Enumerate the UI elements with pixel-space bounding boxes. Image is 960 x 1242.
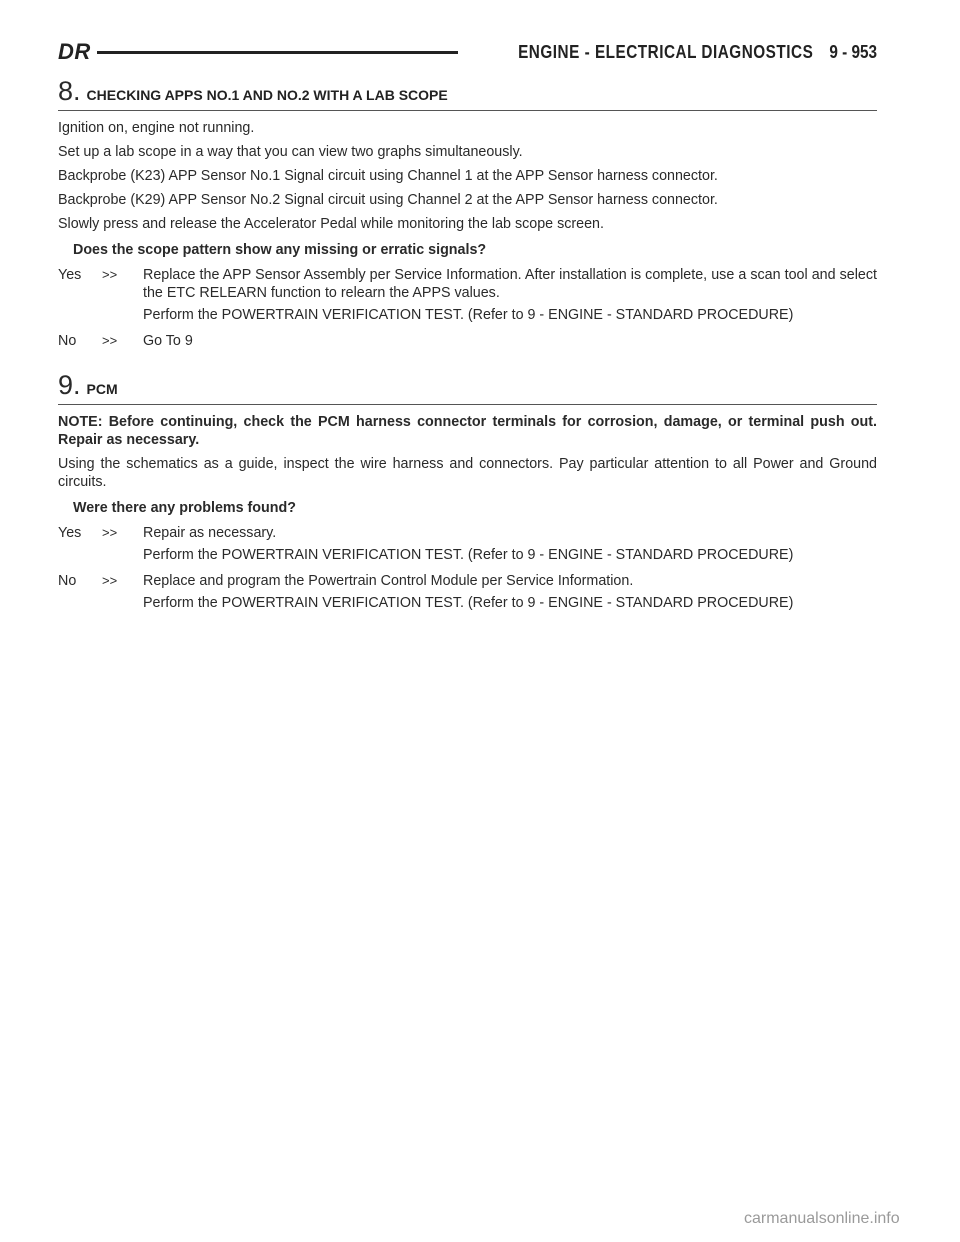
instruction: Backprobe (K23) APP Sensor No.1 Signal circuit using Channel 1 at the APP Sensor harness connector. (58, 168, 718, 184)
answer-no (58, 572, 877, 612)
answer-line: Repair as necessary. (143, 525, 277, 541)
answer-no (58, 332, 877, 350)
answer-body (143, 524, 877, 564)
answer-line: Perform the POWERTRAIN VERIFICATION TEST. (Refer to 9 - ENGINE - STANDARD PROCEDURE) (143, 547, 794, 563)
watermark: carmanualsonline.info (744, 1210, 900, 1227)
instruction: Ignition on, engine not running. (58, 120, 255, 136)
note: NOTE: Before continuing, check the PCM harness connector terminals for corrosion, damage, or terminal push out. Repair as necessary. (58, 414, 877, 448)
instruction: Slowly press and release the Accelerator Pedal while monitoring the lab scope screen. (58, 216, 604, 232)
answer-arrows: >> (102, 267, 118, 282)
step-title: PCM (86, 381, 118, 397)
step-question: Were there any problems found? (73, 500, 296, 516)
answer-body (143, 572, 877, 612)
header-rule (97, 51, 458, 54)
step-number: 8. (58, 76, 81, 106)
step-title: CHECKING APPS NO.1 AND NO.2 WITH A LAB SCOPE (86, 87, 448, 103)
answer-arrows: >> (102, 333, 118, 348)
answer-yes (58, 524, 877, 564)
answer-arrows: >> (102, 525, 118, 540)
answer-label: Yes (58, 525, 82, 541)
answer-arrows: >> (102, 573, 118, 588)
answer-body (143, 332, 877, 350)
answer-body (143, 266, 877, 324)
step-number: 9. (58, 370, 81, 400)
header-page-number: 9 - 953 (829, 41, 877, 62)
answer-line: Perform the POWERTRAIN VERIFICATION TEST. (Refer to 9 - ENGINE - STANDARD PROCEDURE) (143, 595, 794, 611)
answer-label: No (58, 333, 77, 349)
page-header (58, 38, 877, 66)
header-model: DR (58, 39, 91, 64)
answer-line: Replace and program the Powertrain Control Module per Service Information. (143, 573, 634, 589)
instruction: Backprobe (K29) APP Sensor No.2 Signal circuit using Channel 2 at the APP Sensor harness connector. (58, 192, 718, 208)
answer-line: Go To 9 (143, 333, 193, 349)
step-8-heading (58, 76, 877, 111)
instruction: Using the schematics as a guide, inspect the wire harness and connectors. Pay particular attention to all Power and Ground circuits. (58, 456, 877, 490)
header-section-title: ENGINE - ELECTRICAL DIAGNOSTICS (517, 41, 813, 62)
answer-line: Replace the APP Sensor Assembly per Service Information. After installation is complete, use a scan tool and select the ETC RELEARN function to relearn the APPS values. (143, 267, 877, 301)
instruction: Set up a lab scope in a way that you can view two graphs simultaneously. (58, 144, 523, 160)
answer-line: Perform the POWERTRAIN VERIFICATION TEST. (Refer to 9 - ENGINE - STANDARD PROCEDURE) (143, 307, 794, 323)
step-question: Does the scope pattern show any missing or erratic signals? (73, 242, 487, 258)
answer-yes (58, 266, 877, 324)
step-9-heading (58, 370, 877, 405)
answer-label: Yes (58, 267, 82, 283)
document-page (58, 38, 877, 612)
answer-label: No (58, 573, 77, 589)
